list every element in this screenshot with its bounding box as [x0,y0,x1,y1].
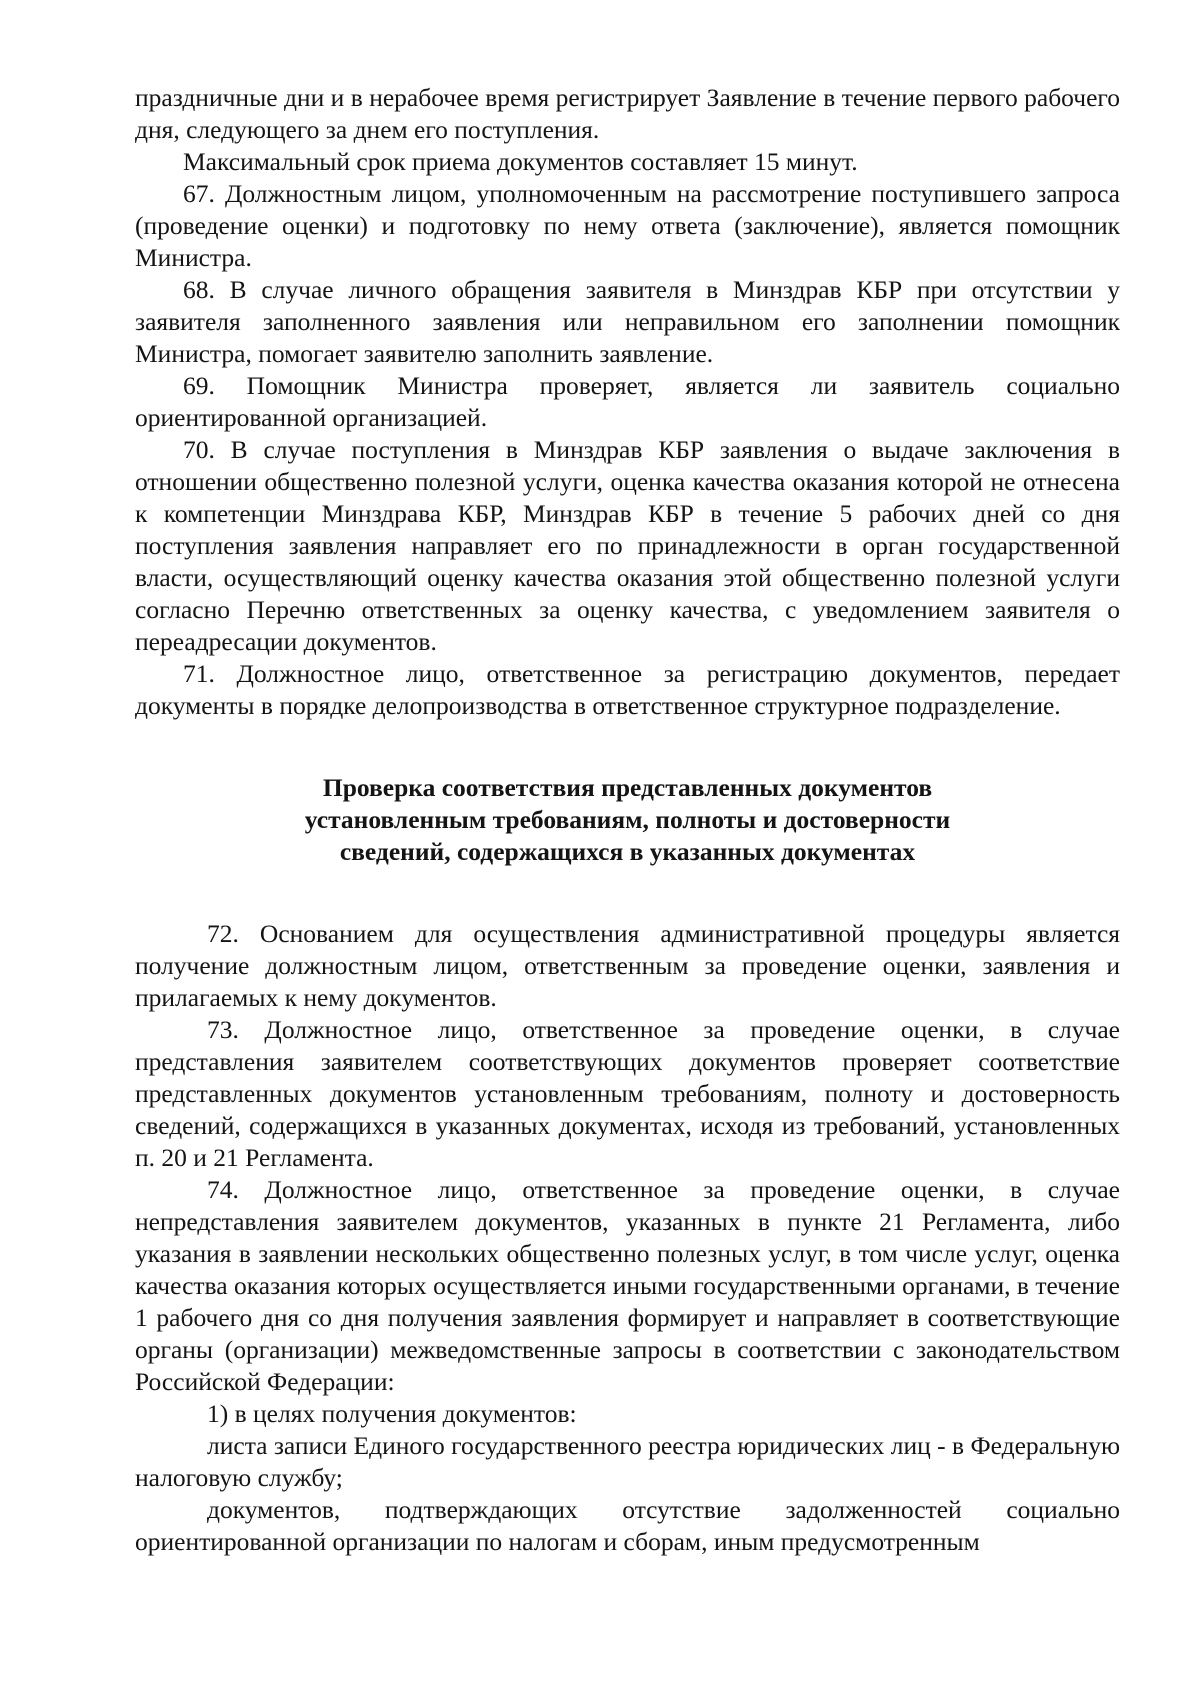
paragraph: 73. Должностное лицо, ответственное за проведение оценки, в случае представления заявителем соответствующих документов проверяет соответствие представленных документов установленным требованиям, полноту и достоверность сведений, содержащихся в указанных документах, исходя из требований, установленных п. 20 и 21 Регламента. [135,1015,1120,1172]
paragraph: 70. В случае поступления в Минздрав КБР заявления о выдаче заключения в отношении общественно полезной услуги, оценка качества оказания которой не отнесена к компетенции Минздрава КБР, Минздрав КБР в течение 5 рабочих дней со дня поступления заявления направляет его по принадлежности в орган государственной власти, осуществляющий оценку качества оказания этой общественно полезной услуги согласно Перечню ответственных за оценку качества, с уведомлением заявителя о переадресации документов. [135,435,1120,656]
paragraph: праздничные дни и в нерабочее время регистрирует Заявление в течение первого рабочего дня, следующего за днем его поступления. [135,83,1120,144]
paragraph: 68. В случае личного обращения заявителя в Минздрав КБР при отсутствии у заявителя заполненного заявления или неправильном его заполнении помощник Министра, помогает заявителю заполнить заявление. [135,275,1120,368]
section-heading-line: Проверка соответствия представленных документов [322,773,933,802]
document-page [135,82,1120,1558]
paragraph: 69. Помощник Министра проверяет, является ли заявитель социально ориентированной организацией. [135,371,1120,432]
section-heading [135,772,1120,868]
paragraph: 71. Должностное лицо, ответственное за регистрацию документов, передает документы в порядке делопроизводства в ответственное структурное подразделение. [135,659,1120,720]
paragraph: 72. Основанием для осуществления административной процедуры является получение должностным лицом, ответственным за проведение оценки, заявления и прилагаемых к нему документов. [135,919,1120,1012]
section-heading-line: сведений, содержащихся в указанных документах [339,837,916,866]
paragraph: 74. Должностное лицо, ответственное за проведение оценки, в случае непредставления заявителем документов, указанных в пункте 21 Регламента, либо указания в заявлении нескольких общественно полезных услуг, в том числе услуг, оценка качества оказания которых осуществляется иными государственными органами, в течение 1 рабочего дня со дня получения заявления формирует и направляет в соответствующие органы (организации) межведомственные запросы в соответствии с законодательством Российской Федерации: [135,1175,1120,1396]
paragraph: документов, подтверждающих отсутствие задолженностей социально ориентированной организации по налогам и сборам, иным предусмотренным [135,1495,1120,1556]
paragraph: листа записи Единого государственного реестра юридических лиц - в Федеральную налоговую службу; [135,1431,1120,1492]
paragraph: 1) в целях получения документов: [207,1399,577,1428]
paragraph: 67. Должностным лицом, уполномоченным на рассмотрение поступившего запроса (проведение оценки) и подготовку по нему ответа (заключение), является помощник Министра. [135,179,1120,272]
section-heading-line: установленным требованиям, полноты и достоверности [304,805,951,834]
paragraph: Максимальный срок приема документов составляет 15 минут. [183,147,858,176]
